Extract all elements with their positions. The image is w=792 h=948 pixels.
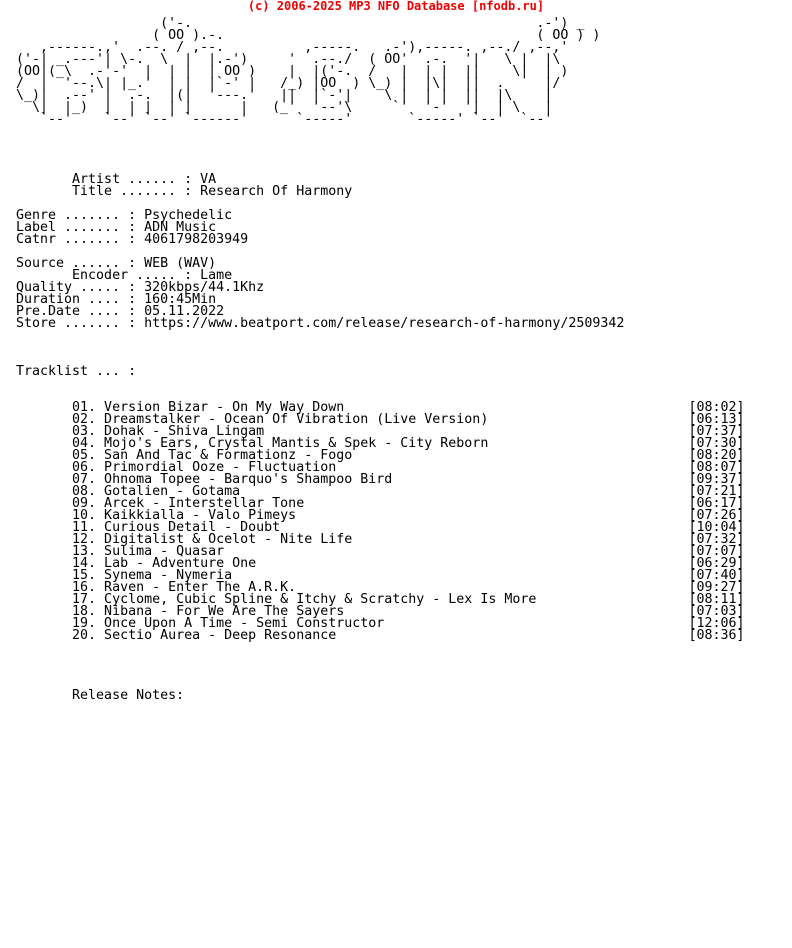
nfo-line <box>16 330 745 342</box>
nfo-line: 20. Sectio Aurea - Deep Resonance [08:36] <box>16 628 745 643</box>
nfo-line: ('-. .-') _ <box>16 16 585 31</box>
nfo-line <box>16 378 745 390</box>
nfo-line <box>16 666 745 678</box>
nfo-line: 18. Nibana - For We Are The Sayers [07:03] <box>16 604 745 619</box>
nfo-line: 07. Ohnoma Topee - Barquo's Shampoo Bird [09:37] <box>16 472 745 487</box>
nfo-line: 12. Digitalist & Ocelot - Nite Life [07:32] <box>16 532 745 547</box>
nfo-line: Quality ..... : 320kbps/44.1Khz <box>16 280 265 295</box>
nfo-line: Tracklist ... : <box>16 364 137 379</box>
nfo-line: Store ....... : https://www.beatport.com/release/research-of-harmony/2509342 <box>16 316 625 331</box>
nfo-line: 01. Version Bizar - On My Way Down [08:02] <box>16 400 745 415</box>
nfo-line: Duration .... : 160:45Min <box>16 292 217 307</box>
nfo-line: 02. Dreamstalker - Ocean Of Vibration (Live Version) [06:13] <box>16 412 745 427</box>
nfo-line: 19. Once Upon A Time - Semi Constructor [12:06] <box>16 616 745 631</box>
nfo-line: 09. Arcek - Interstellar Tone [06:17] <box>16 496 745 511</box>
nfo-line: \| |_) | | | | | | (_' '--'\ `' '-' '| | \ | <box>16 100 553 115</box>
nfo-line: 10. Kaikkialla - Valo Pimeys [07:26] <box>16 508 745 523</box>
nfo-line: (OO|(_\ .-'-' | | | | OO ) | |('-. / | | | || \| | ) <box>16 64 569 79</box>
nfo-line: 05. San And Tac & Formationz - Fogo [08:20] <box>16 448 745 463</box>
nfo-line: `--' `--' `--' `------' `-----' `-----' `--' `--' <box>16 112 553 127</box>
nfo-line: ('-| _.---'| \-. \ | |.-') ' .--./ ( OO' .-. '| \ | |\ <box>16 52 561 67</box>
nfo-line: Genre ....... : Psychedelic <box>16 208 233 223</box>
nfo-line: 08. Gotalien - Gotama [07:21] <box>16 484 745 499</box>
nfo-line <box>16 342 745 354</box>
nfo-line: Encoder ..... : Lame <box>16 268 233 283</box>
nfo-line: / | '--.\| |_.' | | |`-' | /_) |OO ) \_) | |\| || . |/ <box>16 76 561 91</box>
nfo-line: Label ....... : ADN Music <box>16 220 217 235</box>
nfo-line: 17. Cyclome, Cubic Spline & Itchy & Scratchy - Lex Is More [08:11] <box>16 592 745 607</box>
nfo-line: \_)| .--' | .-. |(| '---.' || |`-'| \ | | | || |\ | <box>16 88 553 103</box>
nfo-line: 13. Sulima - Quasar [07:07] <box>16 544 745 559</box>
nfo-line: 03. Dohak - Shiva Lingam [07:37] <box>16 424 745 439</box>
nfo-line: 11. Curious Detail - Doubt [10:04] <box>16 520 745 535</box>
nfo-line <box>16 150 745 162</box>
nfo-line: 06. Primordial Ooze - Fluctuation [08:07] <box>16 460 745 475</box>
nfo-line: Source ...... : WEB (WAV) <box>16 256 217 271</box>
nfo-line <box>16 654 745 666</box>
nfo-line: 16. Raven - Enter The A.R.K. [09:27] <box>16 580 745 595</box>
nfo-line: Catnr ....... : 4061798203949 <box>16 232 249 247</box>
site-copyright-header: (c) 2006-2025 MP3 NFO Database [nfodb.ru] <box>247 0 545 13</box>
nfo-line: 14. Lab - Adventure One [06:29] <box>16 556 745 571</box>
nfo-line: Release Notes: <box>16 688 185 703</box>
nfo-line: Artist ...... : VA <box>16 172 217 187</box>
nfo-line: Title ....... : Research Of Harmony <box>16 184 353 199</box>
nfo-line: 04. Mojo's Ears, Crystal Mantis & Spek - City Reborn [07:30] <box>16 436 745 451</box>
nfo-line: Pre.Date .... : 05.11.2022 <box>16 304 225 319</box>
nfo-line <box>16 642 745 654</box>
nfo-line <box>16 138 745 150</box>
nfo-line: 15. Synema - Nymeria [07:40] <box>16 568 745 583</box>
nfo-line <box>16 126 745 138</box>
nfo-text-block <box>16 18 745 702</box>
nfo-line: ,------.,' .--. / ,--. ,-----. .-'),-----. ,--./ ,--,' <box>16 40 569 55</box>
nfo-line: ( OO ).-. ( OO ) ) <box>16 28 601 43</box>
